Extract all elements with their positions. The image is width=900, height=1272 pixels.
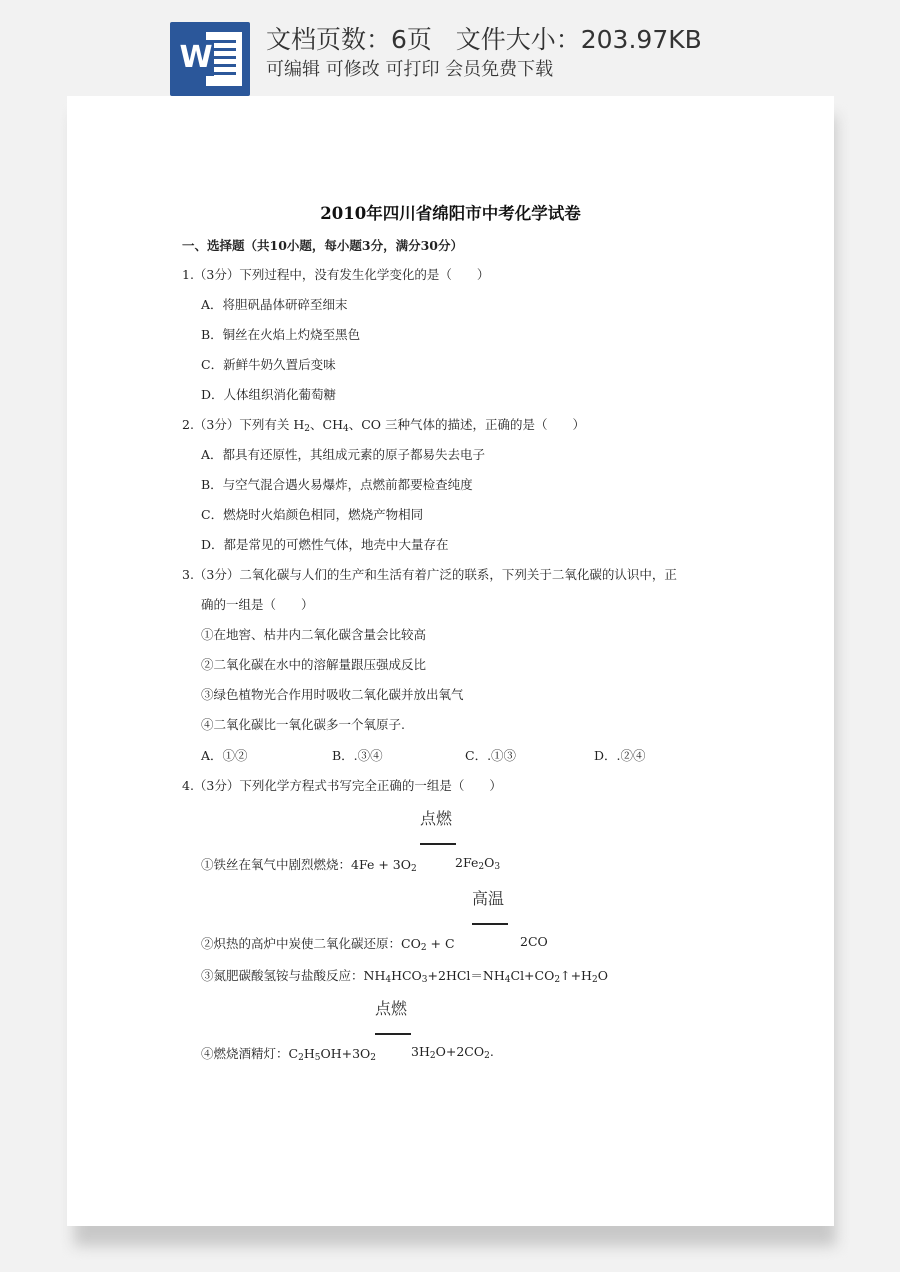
document-title: 2010年四川省绵阳市中考化学试卷 bbox=[320, 204, 581, 223]
question-3-stem-cont: 确的一组是（ ） bbox=[201, 597, 314, 612]
q3-option-a: A．①② bbox=[201, 748, 248, 763]
q4-equation-2-product: 2CO bbox=[520, 934, 548, 949]
q4-equation-2: ②炽热的高炉中炭使二氧化碳还原：$CO_2 + C$ bbox=[201, 936, 455, 953]
document-features: 可编辑 可修改 可打印 会员免费下载 bbox=[266, 59, 554, 80]
eq1-condition: 点燃 bbox=[420, 809, 453, 828]
q1-option-b: B．铜丝在火焰上灼烧至黑色 bbox=[201, 327, 361, 342]
q1-option-a: A．将胆矾晶体研碎至细末 bbox=[201, 297, 348, 312]
eq2-reaction-bar bbox=[472, 923, 508, 925]
q3-statement-4: ④二氧化碳比一氧化碳多一个氧原子. bbox=[201, 717, 405, 732]
question-3-stem: 3.（3分）二氧化碳与人们的生产和生活有着广泛的联系，下列关于二氧化碳的认识中，正 bbox=[182, 567, 677, 582]
q2-option-a: A．都具有还原性，其组成元素的原子都易失去电子 bbox=[201, 447, 486, 462]
q2-option-c: C．燃烧时火焰颜色相同，燃烧产物相同 bbox=[201, 507, 424, 522]
q1-option-d: D．人体组织消化葡萄糖 bbox=[201, 387, 337, 402]
question-1-stem: 1.（3分）下列过程中，没有发生化学变化的是（ ） bbox=[182, 267, 490, 282]
word-document-icon: W bbox=[170, 22, 250, 96]
q1-option-c: C．新鲜牛奶久置后变味 bbox=[201, 357, 336, 372]
q4-equation-4-product: $3H_2O+2CO_2$. bbox=[411, 1044, 494, 1061]
q2-option-d: D．都是常见的可燃性气体，地壳中大量存在 bbox=[201, 537, 449, 552]
question-4-stem: 4.（3分）下列化学方程式书写完全正确的一组是（ ） bbox=[182, 778, 502, 793]
q4-equation-1-product: $2Fe_2O_3$ bbox=[455, 855, 501, 872]
q2-option-b: B．与空气混合遇火易爆炸，点燃前都要检查纯度 bbox=[201, 477, 473, 492]
question-2-stem: 2.（3分）下列有关 $H_2$、$CH_4$、CO 三种气体的描述，正确的是（ ） bbox=[182, 417, 585, 434]
q4-equation-1: ①铁丝在氧气中剧烈燃烧：$4Fe + 3O_2$ bbox=[201, 857, 417, 874]
q3-statement-3: ③绿色植物光合作用时吸收二氧化碳并放出氧气 bbox=[201, 687, 464, 702]
q3-statement-1: ①在地窖、枯井内二氧化碳含量会比较高 bbox=[201, 627, 427, 642]
q4-equation-4: ④燃烧酒精灯：$C_2H_5OH+3O_2$ bbox=[201, 1046, 377, 1063]
eq2-condition: 高温 bbox=[472, 889, 505, 908]
q3-option-c: C．.①③ bbox=[465, 748, 517, 763]
q3-option-b: B．.③④ bbox=[332, 748, 383, 763]
document-page bbox=[67, 96, 834, 1226]
q3-statement-2: ②二氧化碳在水中的溶解量跟压强成反比 bbox=[201, 657, 427, 672]
q3-option-d: D．.②④ bbox=[594, 748, 646, 763]
section-heading: 一、选择题（共10小题，每小题3分，满分30分） bbox=[182, 238, 463, 253]
q4-equation-3: ③氮肥碳酸氢铵与盐酸反应：$NH_4HCO_3+2HCl=NH_4Cl+CO_2↑+H_2O$ bbox=[201, 968, 608, 985]
download-banner bbox=[0, 0, 900, 96]
eq4-condition: 点燃 bbox=[375, 999, 408, 1018]
eq4-reaction-bar bbox=[375, 1033, 411, 1035]
eq1-reaction-bar bbox=[420, 843, 456, 845]
document-info: 文档页数：6页 文件大小：203.97KB bbox=[266, 25, 702, 54]
